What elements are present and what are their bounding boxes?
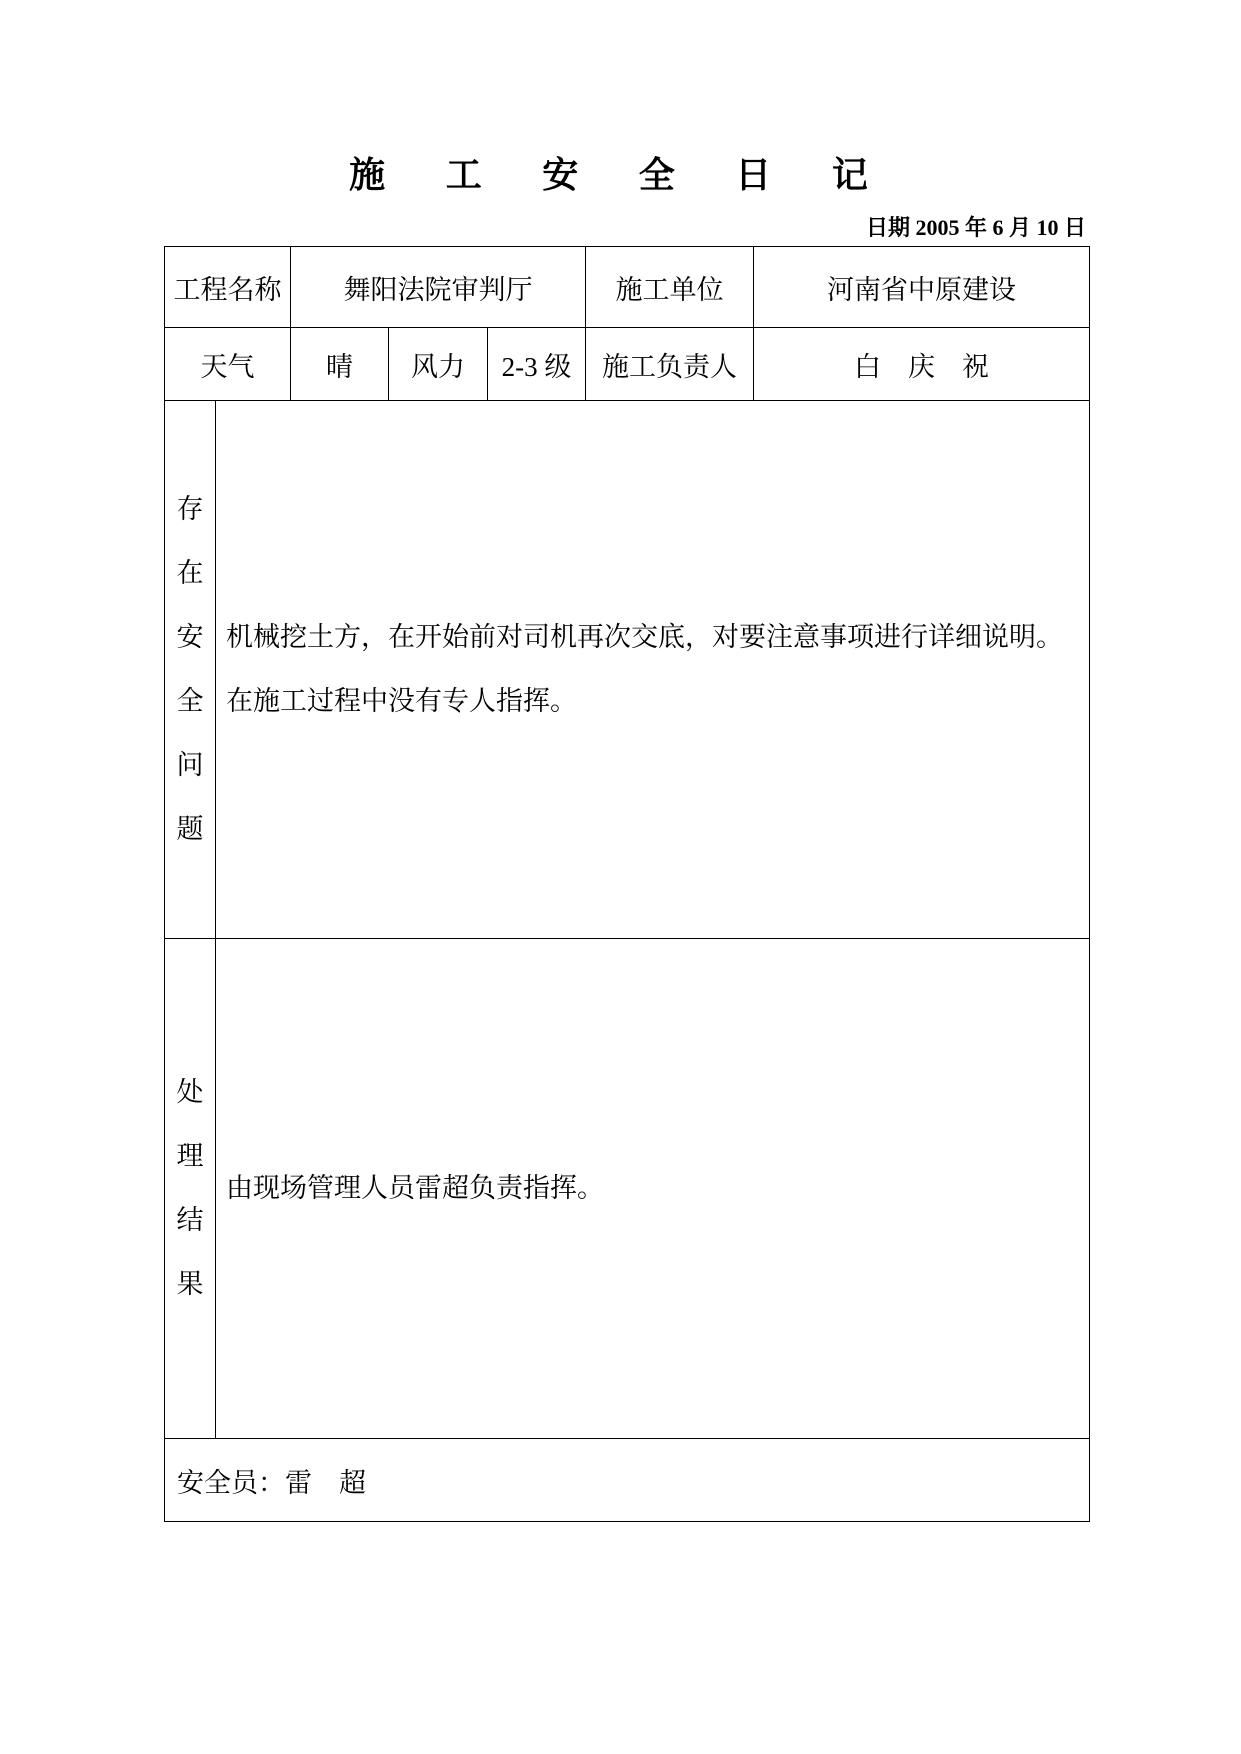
result-label-char: 结 [176, 1204, 204, 1236]
issues-label-char: 问 [176, 749, 204, 781]
construction-leader-label: 施工负责人 [586, 328, 754, 401]
safety-officer: 安全员：雷 超 [165, 1439, 1090, 1522]
construction-leader-value: 白 庆 祝 [754, 328, 1090, 401]
issues-row [165, 401, 1090, 939]
result-label [165, 939, 216, 1439]
result-label-char: 处 [176, 1076, 204, 1108]
project-row [165, 247, 1090, 328]
issues-label-char: 题 [176, 813, 204, 845]
date-line: 日期 2005 年 6 月 10 日 [865, 215, 1086, 240]
weather-value: 晴 [291, 328, 389, 401]
wind-value: 2-3 级 [488, 328, 586, 401]
weather-row [165, 328, 1090, 401]
result-content [216, 939, 1090, 1439]
wind-label: 风力 [389, 328, 488, 401]
issues-label-char: 全 [176, 685, 204, 717]
issues-label-char: 存 [176, 493, 204, 525]
result-line: 由现场管理人员雷超负责指挥。 [226, 1172, 604, 1204]
construction-unit-label: 施工单位 [586, 247, 754, 328]
result-label-char: 果 [176, 1268, 204, 1300]
project-name-value: 舞阳法院审判厅 [291, 247, 586, 328]
result-row [165, 939, 1090, 1439]
issues-line: 机械挖土方，在开始前对司机再次交底，对要注意事项进行详细说明。 [226, 621, 1063, 653]
issues-label-char: 安 [176, 621, 204, 653]
footer-row [165, 1439, 1090, 1522]
page-title: 施 工 安 全 日 记 [349, 154, 892, 196]
project-name-label: 工程名称 [165, 247, 291, 328]
diary-table [164, 246, 1090, 1522]
issues-content [216, 401, 1090, 939]
issues-label [165, 401, 216, 939]
weather-label: 天气 [165, 328, 291, 401]
issues-line: 在施工过程中没有专人指挥。 [226, 685, 577, 717]
construction-unit-value: 河南省中原建设 [754, 247, 1090, 328]
issues-label-char: 在 [176, 557, 204, 589]
result-label-char: 理 [176, 1140, 204, 1172]
